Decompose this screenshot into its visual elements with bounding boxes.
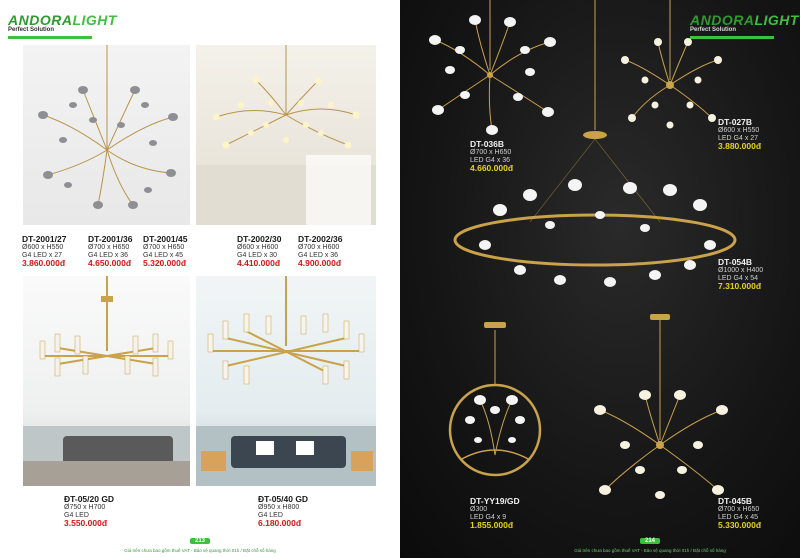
- brand-name-a: ANDORA: [8, 12, 73, 28]
- product-led: G4 LED: [258, 511, 283, 519]
- product-size: Ø700 x H650: [143, 244, 185, 252]
- product-price: 3.550.000đ: [64, 518, 108, 529]
- product-size: Ø700 x H600: [298, 244, 340, 252]
- product-size: Ø700 x H650: [470, 149, 512, 157]
- product-price: 4.410.000đ: [237, 258, 281, 269]
- product-photo-dt-05-20[interactable]: [23, 276, 190, 486]
- product-price: 1.855.000đ: [470, 520, 514, 531]
- product-size: Ø600 x H600: [237, 244, 279, 252]
- brand-name-b: LIGHT: [754, 12, 799, 28]
- product-dt-045b: [718, 497, 761, 530]
- brand-underline: [8, 36, 92, 39]
- product-led: G4 LED: [64, 511, 89, 519]
- product-size: Ø700 x H650: [718, 506, 760, 514]
- product-dt-05-40: [258, 495, 308, 528]
- page-footer-right: [530, 529, 770, 553]
- chandelier-dt-027b: [621, 0, 722, 129]
- product-code: DT-036B: [470, 139, 505, 149]
- chandelier-illustration: [23, 45, 190, 225]
- product-led: LED G4 x 45: [718, 513, 759, 521]
- product-code: DT-045B: [718, 496, 753, 506]
- product-code: ĐT-05/40 GD: [258, 494, 309, 504]
- product-size: Ø600 x H550: [718, 127, 760, 135]
- product-led: G4 LED x 36: [298, 251, 339, 259]
- product-led: G4 LED x 30: [237, 251, 278, 259]
- product-photo-dt-05-40[interactable]: [196, 276, 376, 486]
- product-price: 3.860.000đ: [22, 258, 66, 269]
- product-price: 4.900.000đ: [298, 258, 342, 269]
- product-code: DT-2001/36: [88, 234, 133, 244]
- footer-note: Giá trên chưa bao gồm thuế VAT - Bảo vệ quang thời 01h / Đặt chỗ số hàng: [574, 548, 726, 553]
- product-led: G4 LED x 45: [143, 251, 184, 259]
- product-led: G4 LED x 36: [88, 251, 129, 259]
- chandelier-dt-036b: [429, 0, 556, 135]
- product-dt-054b: [718, 258, 763, 291]
- product-dt-036b: [470, 140, 513, 173]
- product-price: 5.320.000đ: [143, 258, 187, 269]
- product-size: Ø700 x H650: [88, 244, 130, 252]
- product-size: Ø750 x H700: [64, 504, 106, 512]
- chandelier-illustration: [196, 45, 376, 225]
- product-dt-2002-36: [298, 235, 342, 268]
- chandelier-dt-045b: [594, 314, 728, 499]
- page-number: 213: [190, 538, 210, 544]
- product-price: 5.330.000đ: [718, 520, 762, 531]
- product-price: 7.310.000đ: [718, 281, 762, 292]
- product-led: G4 LED x 27: [22, 251, 63, 259]
- product-code: DT-2002/30: [237, 234, 282, 244]
- page-footer-left: [100, 529, 300, 553]
- brand-logo-left: [8, 12, 117, 33]
- product-dt-2002-30: [237, 235, 281, 268]
- product-size: Ø950 x H800: [258, 504, 300, 512]
- product-size: Ø1000 x H400: [718, 267, 764, 275]
- product-price: 4.650.000đ: [88, 258, 132, 269]
- product-code: DT-2002/36: [298, 234, 343, 244]
- product-code: DT-054B: [718, 257, 753, 267]
- product-code: DT-2001/27: [22, 234, 67, 244]
- chandelier-dt-yy19: [450, 322, 540, 475]
- product-dt-yy19-gd: [470, 497, 520, 530]
- product-size: Ø300: [470, 506, 488, 514]
- product-led: LED G4 x 9: [470, 513, 507, 521]
- product-price: 6.180.000đ: [258, 518, 302, 529]
- product-code: DT-027B: [718, 117, 753, 127]
- brand-tagline: Perfect Solution: [690, 27, 737, 33]
- product-code: DT-YY19/GD: [470, 496, 520, 506]
- product-photo-dt-2001[interactable]: [23, 45, 190, 225]
- product-dt-2001-27: [22, 235, 66, 268]
- product-dt-05-20: [64, 495, 114, 528]
- page-number: 214: [640, 538, 660, 544]
- footer-note: Giá trên chưa bao gồm thuế VAT - Bảo vệ quang thời 01h / Đặt chỗ số hàng: [124, 548, 276, 553]
- product-size: Ø600 x H550: [22, 244, 64, 252]
- product-price: 4.660.000đ: [470, 163, 514, 174]
- brand-name-b: LIGHT: [72, 12, 117, 28]
- product-price: 3.880.000đ: [718, 141, 762, 152]
- product-photo-dt-2002[interactable]: [196, 45, 376, 225]
- brand-tagline: Perfect Solution: [8, 27, 55, 33]
- chandelier-illustration: [196, 276, 376, 486]
- product-code: ĐT-05/20 GD: [64, 494, 115, 504]
- chandelier-illustration: [23, 276, 190, 486]
- product-dt-2001-36: [88, 235, 132, 268]
- product-dt-2001-45: [143, 235, 187, 268]
- brand-name-a: ANDORA: [690, 12, 755, 28]
- product-led: LED G4 x 27: [718, 134, 759, 142]
- product-code: DT-2001/45: [143, 234, 188, 244]
- product-dt-027b: [718, 118, 761, 151]
- product-led: LED G4 x 54: [718, 274, 759, 282]
- product-led: LED G4 x 36: [470, 156, 511, 164]
- catalog-page-right: [400, 0, 800, 558]
